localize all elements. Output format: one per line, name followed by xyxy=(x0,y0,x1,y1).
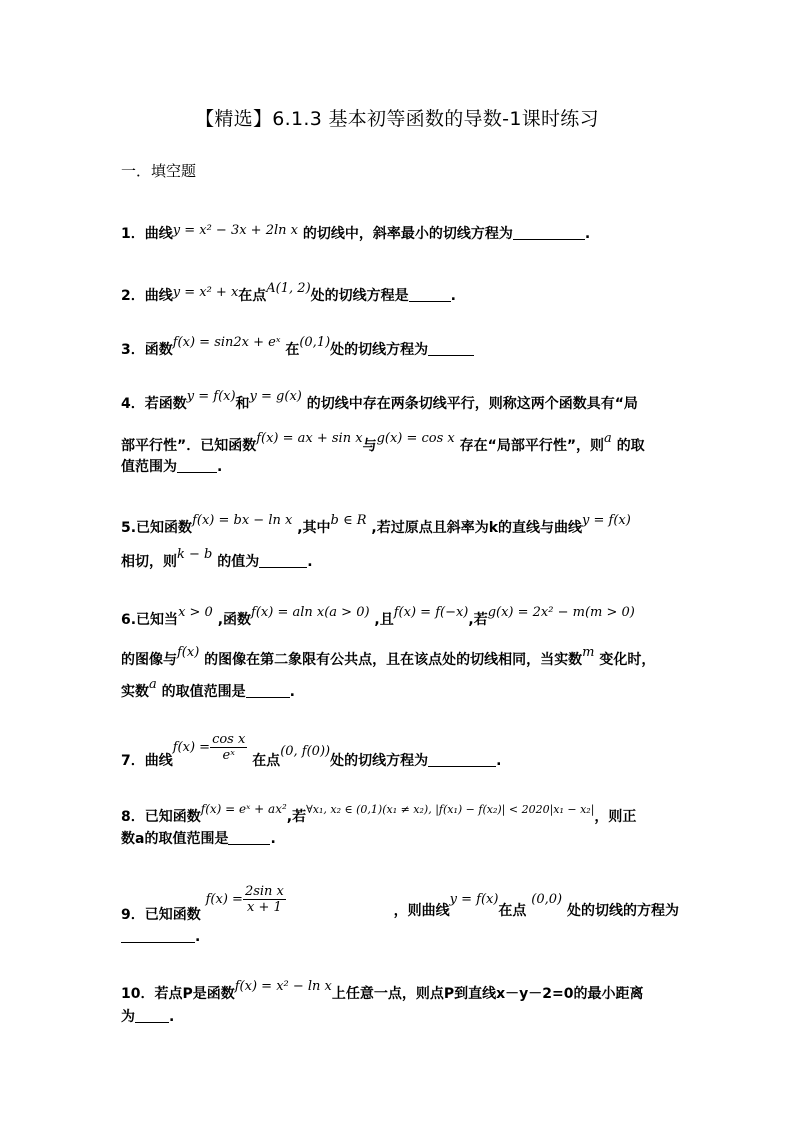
question-2: 2．曲线y = x² + x在点A(1, 2)处的切线方程是 . xyxy=(121,281,456,304)
question-6-line-2: 的图像与f(x) 的图像在第二象限有公共点，且在该点处的切线相同，当实数m 变化时， xyxy=(121,645,656,668)
answer-blank xyxy=(513,224,585,240)
answer-blank xyxy=(428,340,474,356)
fraction: $\frac{\text{2sin x}}{x + 1}$ xyxy=(244,884,284,915)
answer-blank xyxy=(428,751,496,767)
math-expression: g(x) = 2x² − m(m > 0) xyxy=(487,605,635,620)
math-expression: (0, f(0)) xyxy=(280,744,331,759)
math-expression: f(x) xyxy=(177,645,200,660)
math-expression: y = x² − 3x + 2ln x xyxy=(172,223,298,238)
answer-blank xyxy=(121,927,195,943)
page-title: 【精选】6.1.3 基本初等函数的导数-1课时练习 xyxy=(195,108,599,130)
question-7: 7．曲线f(x) = $\frac{\text{cos x}}{\text{eˣ}}$ 在点(0, f(0))处的切线方程为 . xyxy=(121,732,502,769)
answer-blank xyxy=(135,1007,169,1023)
math-expression: ∀x₁, x₂ ∈ (0,1)(x₁ ≠ x₂), |f(x₁) − f(x₂)| < 2020|x₁ − x₂| xyxy=(306,803,595,816)
question-1: 1．曲线y = x² − 3x + 2ln x 的切线中，斜率最小的切线方程为 . xyxy=(121,223,591,242)
question-8-line-1: 8．已知函数f(x) = eˣ + ax²,若$^{\forall x_1, x_2 \in (0,1)(x_1 \ne x_2), |f(x_1) - f(x_2)| < 2020|x_1 - x_2|}$，则正 xyxy=(121,802,637,825)
math-expression: g(x) = cos x xyxy=(376,431,455,446)
answer-blank xyxy=(177,457,217,473)
math-expression: k − b xyxy=(177,547,213,562)
math-expression: x > 0 xyxy=(178,605,213,620)
question-6-line-3: 实数a 的取值范围是 . xyxy=(121,677,295,700)
section-heading: 一．填空题 xyxy=(121,162,197,180)
math-expression: A(1, 2) xyxy=(266,281,311,296)
math-expression: (0,0) xyxy=(531,892,563,907)
question-4-line-2: 部平行性”．已知函数f(x) = ax + sin x与g(x) = cos x 存在“局部平行性”，则a 的取 xyxy=(121,431,645,454)
question-10-line-1: 10．若点P是函数f(x) = x² − ln x上任意一点，则点P到直线x－y－2=0的最小距离 xyxy=(121,979,644,1002)
question-8-line-2: 数a的取值范围是 . xyxy=(121,831,276,847)
math-expression: y = f(x) xyxy=(186,389,236,404)
question-4-line-3: 值范围为 . xyxy=(121,459,223,475)
math-expression: f(x) = xyxy=(205,892,243,907)
answer-blank xyxy=(246,682,290,698)
math-expression: f(x) = bx − ln x xyxy=(192,513,293,528)
math-expression: a xyxy=(604,431,612,446)
question-5-line-2: 相切，则k − b 的值为 . xyxy=(121,547,313,570)
math-expression: f(x) = aln x(a > 0) xyxy=(251,605,370,620)
math-expression: y = x² + x xyxy=(172,285,239,300)
question-3: 3．函数f(x) = sin2x + eˣ 在(0,1)处的切线方程为 xyxy=(121,332,681,361)
math-expression: f(x) = xyxy=(172,740,211,755)
math-expression: (0,1) xyxy=(299,335,331,350)
math-expression: a xyxy=(149,677,157,692)
math-expression: b ∈ R xyxy=(330,513,367,528)
fraction: $\frac{\text{cos x}}{\text{eˣ}}$ xyxy=(212,732,246,763)
question-9-line-2: . xyxy=(121,926,681,948)
question-4-line-1: 4．若函数y = f(x)和y = g(x) 的切线中存在两条切线平行，则称这两个函数具有“局 xyxy=(121,389,638,412)
math-expression: f(x) = x² − ln x xyxy=(234,979,332,994)
answer-blank xyxy=(228,829,270,845)
question-9-line-1: 9．已知函数 f(x) = $\frac{\text{2sin x}}{x + 1}$ ，则曲线y = f(x)在点 (0,0) 处的切线的方程为 xyxy=(121,884,679,923)
math-expression: m xyxy=(582,645,595,660)
math-expression: y = f(x) xyxy=(582,513,631,528)
math-expression: f(x) = eˣ + ax² xyxy=(200,802,287,816)
math-expression: y = f(x) xyxy=(449,892,499,907)
math-expression: f(x) = f(−x) xyxy=(393,605,469,620)
math-expression: f(x) = ax + sin x xyxy=(256,431,363,446)
question-5-line-1: 5.已知函数f(x) = bx − ln x ,其中b ∈ R ,若过原点且斜率为k的直线与曲线y = f(x) xyxy=(121,513,631,536)
math-expression: f(x) = sin2x + eˣ xyxy=(172,335,281,350)
math-expression: y = g(x) xyxy=(249,389,302,404)
question-10-line-2: 为 . xyxy=(121,1009,175,1025)
answer-blank xyxy=(409,286,451,302)
question-6-line-1: 6.已知当x > 0 ,函数f(x) = aln x(a > 0) ,且f(x) = f(−x),若g(x) = 2x² − m(m > 0) xyxy=(121,605,635,628)
answer-blank xyxy=(259,552,307,568)
